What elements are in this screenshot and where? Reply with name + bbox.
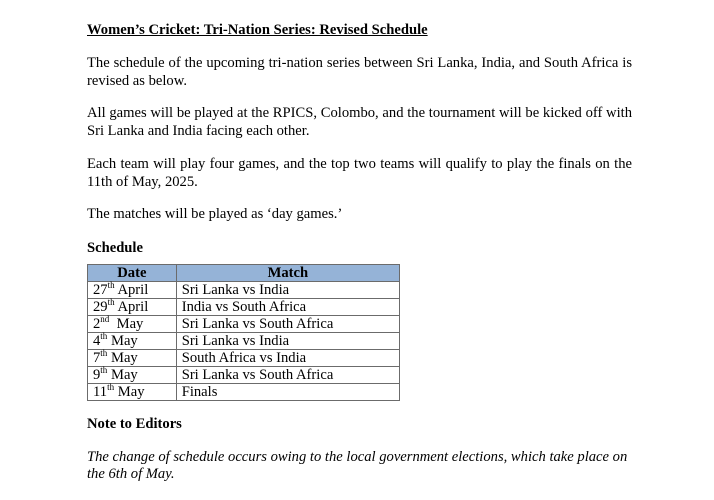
date-day: 11 xyxy=(93,383,108,400)
match-cell: Sri Lanka vs South Africa xyxy=(176,315,399,332)
table-row xyxy=(88,281,400,298)
table-row xyxy=(88,349,400,366)
match-column-header: Match xyxy=(176,264,399,281)
date-cell xyxy=(88,366,177,383)
date-day: 4 xyxy=(93,332,101,349)
intro-paragraph: The schedule of the upcoming tri-nation series between Sri Lanka, India, and South Africa is revised as below. xyxy=(87,55,632,89)
document-title: Women’s Cricket: Tri-Nation Series: Revised Schedule xyxy=(87,22,428,38)
schedule-table xyxy=(87,264,400,401)
venue-paragraph: All games will be played at the RPICS, Colombo, and the tournament will be kicked off with Sri Lanka and India facing each other. xyxy=(87,105,632,139)
table-row xyxy=(88,332,400,349)
format-paragraph: Each team will play four games, and the top two teams will qualify to play the finals on the 11th of May, 2025. xyxy=(87,156,632,190)
match-cell: Sri Lanka vs South Africa xyxy=(176,366,399,383)
match-cell: Finals xyxy=(176,383,399,400)
date-month: April xyxy=(117,298,149,315)
date-month: May xyxy=(110,349,138,366)
date-day: 9 xyxy=(93,366,101,383)
match-cell: South Africa vs India xyxy=(176,349,399,366)
date-column-header: Date xyxy=(88,264,177,281)
table-header-row xyxy=(88,264,400,281)
date-suffix: th xyxy=(100,330,108,341)
document-page xyxy=(87,21,632,484)
date-suffix: th xyxy=(107,279,115,290)
table-row xyxy=(88,298,400,315)
date-month: May xyxy=(116,315,144,332)
match-cell: India vs South Africa xyxy=(176,298,399,315)
date-month: May xyxy=(117,383,145,400)
date-cell xyxy=(88,349,177,366)
date-suffix: th xyxy=(100,347,108,358)
date-month: May xyxy=(110,366,138,383)
date-cell xyxy=(88,383,177,400)
date-suffix: th xyxy=(100,364,108,375)
editors-note: The change of schedule occurs owing to the local government elections, which take place on the 6th of May. xyxy=(87,448,628,482)
match-cell: Sri Lanka vs India xyxy=(176,281,399,298)
date-cell xyxy=(88,332,177,349)
match-cell: Sri Lanka vs India xyxy=(176,332,399,349)
date-day: 29 xyxy=(93,298,108,315)
date-day: 7 xyxy=(93,349,101,366)
table-row xyxy=(88,366,400,383)
date-cell xyxy=(88,281,177,298)
date-month: May xyxy=(110,332,138,349)
date-suffix: th xyxy=(107,296,115,307)
date-day: 27 xyxy=(93,281,108,298)
date-suffix: nd xyxy=(100,313,110,324)
day-games-paragraph: The matches will be played as ‘day games.’ xyxy=(87,206,343,222)
date-month: April xyxy=(117,281,149,298)
schedule-heading: Schedule xyxy=(87,239,143,256)
table-row xyxy=(88,383,400,400)
editors-heading: Note to Editors xyxy=(87,415,182,432)
date-day: 2 xyxy=(93,315,101,332)
date-cell xyxy=(88,298,177,315)
date-suffix: th xyxy=(107,381,115,392)
table-row xyxy=(88,315,400,332)
date-cell xyxy=(88,315,177,332)
